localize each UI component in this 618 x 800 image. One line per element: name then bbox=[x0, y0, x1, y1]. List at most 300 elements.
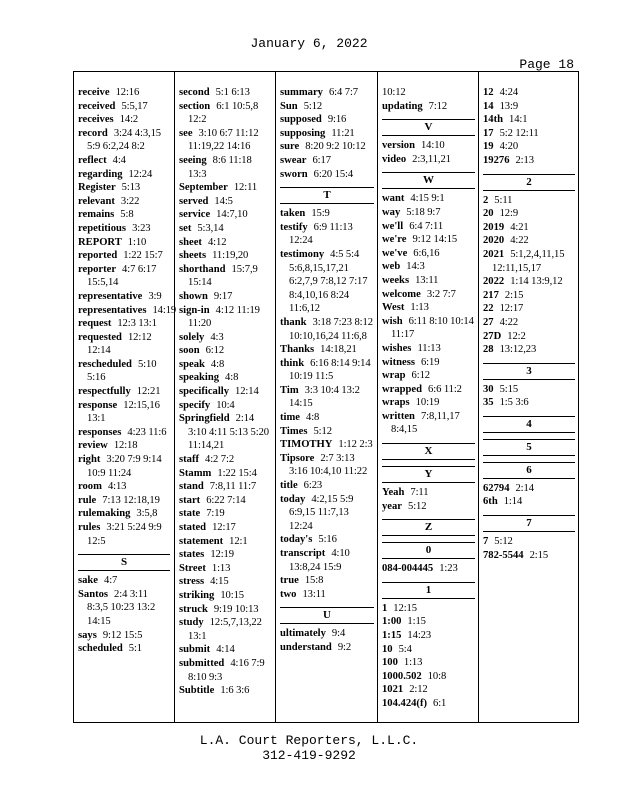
index-column-3 bbox=[275, 72, 378, 722]
index-word: we're bbox=[382, 234, 407, 246]
index-entry bbox=[78, 249, 170, 263]
page-line-refs: 3:3 10:4 13:2 14:15 bbox=[289, 384, 360, 410]
index-word: served bbox=[179, 195, 209, 207]
index-word: receives bbox=[78, 114, 114, 126]
index-word: sure bbox=[280, 141, 300, 153]
page-line-refs: 15:9 bbox=[311, 208, 330, 220]
index-entry bbox=[382, 670, 475, 684]
index-word: wishes bbox=[382, 342, 412, 354]
index-word: 782-5544 bbox=[483, 549, 524, 561]
index-word: Tim bbox=[280, 384, 299, 396]
index-word: reporter bbox=[78, 263, 117, 275]
letter-heading: S bbox=[78, 554, 170, 571]
page-line-refs: 6:1 bbox=[433, 698, 447, 709]
reporter-phone: 312-419-9292 bbox=[262, 748, 356, 763]
index-word: think bbox=[280, 357, 305, 369]
index-word: taken bbox=[280, 208, 306, 220]
page-line-refs: 1:10 bbox=[127, 236, 147, 248]
page-line-refs: 6:19 bbox=[420, 356, 440, 368]
page-line-refs: 2:12 bbox=[409, 684, 428, 696]
page-line-refs: 3:5,8 bbox=[136, 508, 158, 520]
page-line-refs: 2:7 3:13 3:16 10:4,10 11:22 bbox=[289, 452, 368, 478]
index-entry bbox=[382, 615, 475, 629]
index-entry bbox=[78, 331, 170, 358]
index-word: study bbox=[179, 617, 204, 629]
page-line-refs: 5:11 bbox=[494, 194, 513, 206]
index-word: swear bbox=[280, 154, 307, 166]
index-word: supposing bbox=[280, 127, 326, 139]
index-word: repetitious bbox=[78, 222, 127, 234]
page-line-refs: 2:15 bbox=[529, 549, 549, 561]
letter-heading: 5 bbox=[483, 439, 575, 456]
index-entry bbox=[280, 479, 374, 493]
index-word: respectfully bbox=[78, 386, 131, 398]
index-word: start bbox=[179, 494, 201, 506]
page-line-refs: 11:19,20 bbox=[212, 250, 249, 262]
index-entry bbox=[280, 493, 374, 534]
index-word: 14th bbox=[483, 114, 504, 126]
index-word: service bbox=[179, 209, 211, 221]
index-word: scheduled bbox=[78, 643, 123, 655]
index-word: year bbox=[382, 500, 402, 512]
index-entry bbox=[78, 507, 170, 521]
index-word: 62794 bbox=[483, 482, 510, 494]
index-entry bbox=[382, 396, 475, 410]
index-word: soon bbox=[179, 345, 200, 357]
page-line-refs: 4:16 7:9 8:10 9:3 bbox=[188, 657, 265, 683]
index-entry bbox=[280, 357, 374, 384]
page-line-refs: 8:20 9:2 10:12 bbox=[305, 141, 366, 153]
index-word: testify bbox=[280, 221, 308, 233]
index-word: stated bbox=[179, 522, 207, 533]
index-entry bbox=[280, 316, 374, 343]
index-word: rules bbox=[78, 522, 101, 533]
index-entry bbox=[179, 467, 272, 481]
index-entry bbox=[179, 127, 272, 154]
page-line-refs: 6:1 10:5,8 12:2 bbox=[188, 100, 259, 126]
index-entry bbox=[382, 100, 475, 114]
page-line-refs: 12:19 bbox=[210, 549, 234, 561]
index-word: statement bbox=[179, 535, 224, 547]
page-line-refs: 4:8 bbox=[210, 358, 225, 370]
index-entry bbox=[382, 656, 475, 670]
index-word: right bbox=[78, 454, 101, 466]
index-entry bbox=[382, 500, 475, 514]
footer bbox=[0, 733, 618, 763]
index-word: says bbox=[78, 629, 97, 641]
page-line-refs: 12:15 bbox=[393, 602, 417, 614]
index-entry bbox=[78, 168, 170, 182]
index-entry bbox=[483, 234, 575, 248]
index-word: witness bbox=[382, 356, 415, 368]
page-line-refs: 15:8 bbox=[304, 575, 324, 587]
page-line-refs: 6:20 15:4 bbox=[313, 168, 354, 180]
index-entry bbox=[483, 495, 575, 509]
index-entry bbox=[382, 139, 475, 153]
page-line-refs: 12:1 bbox=[229, 535, 248, 547]
index-word: specifically bbox=[179, 386, 230, 398]
page-line-refs: 1:13 bbox=[211, 562, 231, 574]
index-entry bbox=[483, 248, 575, 275]
index-column-2 bbox=[174, 72, 276, 722]
index-entry bbox=[382, 233, 475, 247]
index-entry bbox=[179, 562, 272, 576]
index-word: 20 bbox=[483, 208, 494, 220]
page-line-refs: 1:15 bbox=[407, 616, 426, 628]
page-line-refs: 4:13 bbox=[107, 481, 127, 493]
page-line-refs: 9:17 bbox=[213, 290, 233, 302]
page-line-refs: 4:7 6:17 15:5,14 bbox=[87, 263, 157, 289]
index-word: 28 bbox=[483, 344, 494, 356]
page-line-refs: 3:22 bbox=[120, 195, 140, 207]
index-entry bbox=[179, 521, 272, 535]
index-entry bbox=[78, 127, 170, 154]
page-line-refs: 12:17 bbox=[212, 522, 236, 533]
page-line-refs: 5:10 5:16 bbox=[87, 358, 157, 384]
index-entry bbox=[179, 86, 272, 100]
index-word: shown bbox=[179, 290, 208, 302]
index-word: room bbox=[78, 481, 102, 493]
page-line-refs: 1:12 2:3 bbox=[338, 439, 373, 451]
index-entry bbox=[483, 207, 575, 221]
index-word: understand bbox=[280, 641, 332, 653]
index-word: 22 bbox=[483, 303, 494, 315]
page-line-refs: 3:20 7:9 9:14 10:9 11:24 bbox=[87, 454, 162, 479]
index-word: review bbox=[78, 440, 108, 452]
index-entry bbox=[280, 100, 374, 114]
index-word: rule bbox=[78, 494, 97, 506]
index-word: written bbox=[382, 410, 415, 422]
index-entry bbox=[280, 425, 374, 439]
index-word: transcript bbox=[280, 548, 326, 559]
index-entry bbox=[179, 249, 272, 263]
index-entry bbox=[382, 247, 475, 261]
page-line-refs: 5:12 bbox=[408, 500, 427, 512]
index-word: 2021 bbox=[483, 248, 505, 260]
index-entry bbox=[280, 221, 374, 248]
index-word: we'll bbox=[382, 220, 404, 232]
page-line-refs: 12:12 12:14 bbox=[87, 331, 152, 357]
page-line-refs: 5:15 bbox=[499, 383, 519, 395]
index-word: set bbox=[179, 222, 192, 234]
page-line-refs: 14:3 bbox=[406, 261, 425, 273]
index-entry bbox=[382, 86, 475, 100]
index-entry bbox=[78, 86, 170, 100]
index-entry bbox=[179, 399, 272, 413]
letter-heading: U bbox=[280, 607, 374, 624]
index-word: request bbox=[78, 318, 112, 330]
letter-heading: 0 bbox=[382, 542, 475, 559]
page-line-refs: 4:5 5:4 5:6,8,15,17,21 6:2,7,9 7:8,12 7:17 8:4,10,16 8:24 11:6,12 bbox=[289, 248, 368, 315]
index-word: Yeah bbox=[382, 487, 405, 499]
page-line-refs: 9:12 15:5 bbox=[102, 629, 143, 641]
index-entry bbox=[179, 643, 272, 657]
index-entry bbox=[78, 317, 170, 331]
index-word: 1021 bbox=[382, 684, 404, 696]
index-word: receive bbox=[78, 87, 110, 98]
page-line-refs: 15:7,9 15:14 bbox=[188, 263, 258, 289]
index-entry bbox=[382, 220, 475, 234]
page-line-refs: 5:1,2,4,11,15 12:11,15,17 bbox=[492, 248, 565, 274]
index-entry bbox=[78, 208, 170, 222]
page-line-refs: 9:4 bbox=[331, 628, 346, 640]
transcript-date: January 6, 2022 bbox=[250, 36, 368, 51]
index-word: Sun bbox=[280, 100, 298, 112]
page-line-refs: 6:22 7:14 bbox=[206, 494, 246, 506]
index-entry bbox=[382, 288, 475, 302]
index-word: Springfield bbox=[179, 413, 230, 425]
index-entry bbox=[382, 562, 475, 576]
index-word: reflect bbox=[78, 154, 107, 166]
page-line-refs: 14:7,10 bbox=[216, 209, 248, 221]
page-line-refs: 6:23 bbox=[303, 480, 323, 492]
index-word: relevant bbox=[78, 195, 115, 207]
page-line-refs: 12:5,7,13,22 13:1 bbox=[188, 617, 262, 642]
index-entry bbox=[280, 127, 374, 141]
index-entry bbox=[382, 301, 475, 315]
index-word: requested bbox=[78, 331, 122, 343]
page-line-refs: 1:22 15:7 bbox=[123, 250, 163, 262]
page-line-refs: 6:16 8:14 9:14 10:19 11:5 bbox=[289, 357, 371, 383]
page-line-refs: 4:7 bbox=[104, 575, 118, 587]
index-word: stress bbox=[179, 576, 205, 588]
index-word: West bbox=[382, 302, 405, 314]
page-line-refs: 3:23 bbox=[132, 222, 151, 234]
index-entry bbox=[179, 100, 272, 127]
index-entry bbox=[483, 549, 575, 563]
index-word: Thanks bbox=[280, 344, 315, 356]
page-line-refs: 14:5 bbox=[214, 195, 233, 207]
index-entry bbox=[179, 263, 272, 290]
index-word: 217 bbox=[483, 289, 499, 301]
index-word: true bbox=[280, 575, 299, 587]
page-line-refs: 14:2 bbox=[119, 114, 139, 126]
page-line-refs: 6:12 bbox=[411, 370, 430, 382]
page-line-refs: 7:12 bbox=[428, 100, 448, 112]
index-word: reported bbox=[78, 250, 118, 262]
page-line-refs: 4:22 bbox=[499, 316, 519, 328]
page-line-refs: 12:2 bbox=[507, 330, 526, 342]
page-line-refs: 5:18 9:7 bbox=[406, 206, 441, 218]
index-word: section bbox=[179, 100, 211, 112]
index-word: solely bbox=[179, 331, 205, 343]
index-entry bbox=[280, 113, 374, 127]
page-line-refs: 12:15,16 13:1 bbox=[87, 399, 160, 425]
index-word: submit bbox=[179, 644, 211, 656]
index-entry bbox=[280, 588, 374, 602]
index-word: submitted bbox=[179, 657, 225, 669]
index-word: representative bbox=[78, 290, 143, 302]
index-word: responses bbox=[78, 426, 122, 438]
page-line-refs: 6:17 bbox=[312, 154, 331, 166]
page-line-refs: 2:13 bbox=[515, 154, 534, 166]
index-word: Santos bbox=[78, 588, 109, 600]
page-line-refs: 5:12 bbox=[303, 100, 323, 112]
index-entry bbox=[78, 154, 170, 168]
index-entry bbox=[179, 222, 272, 236]
page-line-refs: 5:16 bbox=[318, 534, 337, 546]
index-entry bbox=[382, 342, 475, 356]
index-entry bbox=[280, 343, 374, 357]
index-entry bbox=[78, 494, 170, 508]
index-word: specify bbox=[179, 399, 211, 411]
page-line-refs: 6:11 8:10 10:14 11:17 bbox=[391, 315, 474, 341]
index-word: states bbox=[179, 549, 205, 561]
page-line-refs: 14:19 bbox=[152, 304, 177, 316]
index-word: want bbox=[382, 193, 405, 205]
index-word: struck bbox=[179, 603, 208, 615]
index-entry bbox=[382, 369, 475, 383]
index-word: Street bbox=[179, 562, 206, 574]
index-word: 2 bbox=[483, 194, 489, 206]
index-entry bbox=[179, 535, 272, 549]
page-line-refs: 7:11 bbox=[410, 487, 429, 499]
index-entry bbox=[382, 383, 475, 397]
page-line-refs: 2:4 3:11 8:3,5 10:23 13:2 14:15 bbox=[87, 588, 156, 627]
index-entry bbox=[179, 358, 272, 372]
index-column-4 bbox=[377, 72, 479, 722]
letter-heading: 3 bbox=[483, 363, 575, 380]
index-entry bbox=[78, 263, 170, 290]
index-word: speaking bbox=[179, 372, 220, 384]
index-word: staff bbox=[179, 454, 200, 466]
index-entry bbox=[78, 113, 170, 127]
index-word: 1:15 bbox=[382, 630, 402, 642]
index-entry bbox=[179, 195, 272, 209]
page-line-refs: 3:9 bbox=[148, 290, 162, 302]
letter-heading: T bbox=[280, 187, 374, 204]
index-entry bbox=[280, 641, 374, 655]
index-entry bbox=[179, 548, 272, 562]
index-entry bbox=[78, 642, 170, 656]
index-entry bbox=[382, 410, 475, 437]
index-column-1 bbox=[74, 72, 177, 722]
index-word: rulemaking bbox=[78, 508, 131, 520]
page-line-refs: 11:13 bbox=[417, 342, 441, 354]
index-entry bbox=[280, 207, 374, 221]
index-entry bbox=[179, 616, 272, 643]
index-entry bbox=[179, 603, 272, 617]
index-entry bbox=[483, 127, 575, 141]
index-entry bbox=[382, 486, 475, 500]
index-word: Tipsore bbox=[280, 452, 315, 464]
index-word: September bbox=[179, 182, 228, 194]
index-word: 1 bbox=[382, 602, 388, 614]
index-word: response bbox=[78, 399, 118, 411]
page-line-refs: 4:3 bbox=[210, 331, 224, 343]
index-entry bbox=[78, 588, 170, 629]
index-entry bbox=[483, 154, 575, 168]
page-line-refs: 6:4 7:7 bbox=[328, 87, 358, 98]
index-entry bbox=[280, 547, 374, 574]
page-line-refs: 9:12 14:15 bbox=[412, 234, 458, 246]
index-entry bbox=[483, 194, 575, 208]
page-line-refs: 4:10 13:8,24 15:9 bbox=[289, 548, 350, 573]
page-line-refs: 10:15 bbox=[220, 589, 244, 601]
page-line-refs: 9:19 10:13 bbox=[213, 603, 259, 615]
index-entry bbox=[382, 356, 475, 370]
index-word: received bbox=[78, 100, 116, 112]
index-entry bbox=[78, 181, 170, 195]
index-word: version bbox=[382, 140, 415, 152]
index-entry bbox=[179, 453, 272, 467]
index-word: second bbox=[179, 87, 210, 98]
index-word: time bbox=[280, 412, 300, 424]
index-entry bbox=[280, 438, 374, 452]
index-word: updating bbox=[382, 100, 423, 112]
index-word: 19276 bbox=[483, 154, 510, 166]
page-line-refs: 4:8 bbox=[225, 372, 239, 384]
index-word: Stamm bbox=[179, 467, 212, 479]
page-line-refs: 4:4 bbox=[112, 154, 126, 166]
index-word: 30 bbox=[483, 383, 494, 395]
index-entry bbox=[179, 181, 272, 195]
page-line-refs: 12:9 bbox=[499, 208, 519, 220]
page-line-refs: 4:2,15 5:9 6:9,15 11:7,13 12:24 bbox=[289, 493, 354, 532]
letter-heading: 7 bbox=[483, 515, 575, 532]
page-line-refs: 1:13 bbox=[403, 657, 423, 669]
index-word: 084-004445 bbox=[382, 563, 434, 575]
index-word: we've bbox=[382, 247, 408, 259]
index-entry bbox=[78, 290, 170, 304]
index-word: supposed bbox=[280, 114, 322, 126]
page-line-refs: 3:24 4:3,15 5:9 6:2,24 8:2 bbox=[87, 127, 161, 153]
letter-heading: Y bbox=[382, 466, 475, 483]
page-line-refs: 12:17 bbox=[499, 303, 524, 315]
index-entry bbox=[179, 412, 272, 453]
index-word: sheet bbox=[179, 236, 202, 248]
page-line-refs: 11:21 bbox=[331, 127, 355, 139]
index-word: 27 bbox=[483, 316, 494, 328]
page-line-refs: 14:23 bbox=[407, 630, 432, 642]
index-entry bbox=[179, 507, 272, 521]
page-line-refs: 4:20 bbox=[499, 141, 519, 153]
index-word: sign-in bbox=[179, 304, 210, 316]
letter-heading: 1 bbox=[382, 582, 475, 599]
index-entry bbox=[78, 426, 170, 440]
page-line-refs: 8:6 11:18 13:3 bbox=[188, 154, 252, 180]
page-line-refs: 1:23 bbox=[439, 563, 458, 575]
page-line-refs: 14:10 bbox=[420, 140, 445, 152]
page-line-refs: 5:5,17 bbox=[121, 100, 148, 112]
page-line-refs: 4:15 9:1 bbox=[410, 193, 445, 205]
index-entry bbox=[78, 385, 170, 399]
index-word: 2019 bbox=[483, 221, 505, 233]
page-line-refs: 7:13 12:18,19 bbox=[102, 494, 160, 506]
index-word: shorthand bbox=[179, 263, 226, 275]
index-word: video bbox=[382, 153, 407, 165]
index-word: thank bbox=[280, 316, 307, 328]
index-entry bbox=[382, 153, 475, 167]
index-word: wraps bbox=[382, 397, 410, 409]
page-line-refs: 5:8 bbox=[120, 209, 134, 221]
index-entry bbox=[179, 657, 272, 684]
index-word: sake bbox=[78, 575, 99, 587]
page-line-refs: 7:19 bbox=[206, 508, 225, 520]
page-line-refs: 5:12 bbox=[313, 425, 332, 437]
page-line-refs: 12:14 bbox=[235, 386, 259, 398]
index-entry bbox=[280, 627, 374, 641]
page-line-refs: 3:18 7:23 8:12 10:10,16,24 11:6,8 bbox=[289, 316, 373, 342]
index-word: 14 bbox=[483, 100, 494, 112]
page-line-refs: 3:21 5:24 9:9 12:5 bbox=[87, 522, 162, 547]
index-word: wish bbox=[382, 315, 403, 327]
index-word: Subtitle bbox=[179, 685, 215, 697]
page-line-refs: 10:4 bbox=[216, 399, 235, 411]
page-line-refs: 7:8,11,17 8:4,15 bbox=[391, 410, 460, 436]
index-entry bbox=[280, 168, 374, 182]
page-line-refs: 1:5 3:6 bbox=[499, 397, 529, 409]
